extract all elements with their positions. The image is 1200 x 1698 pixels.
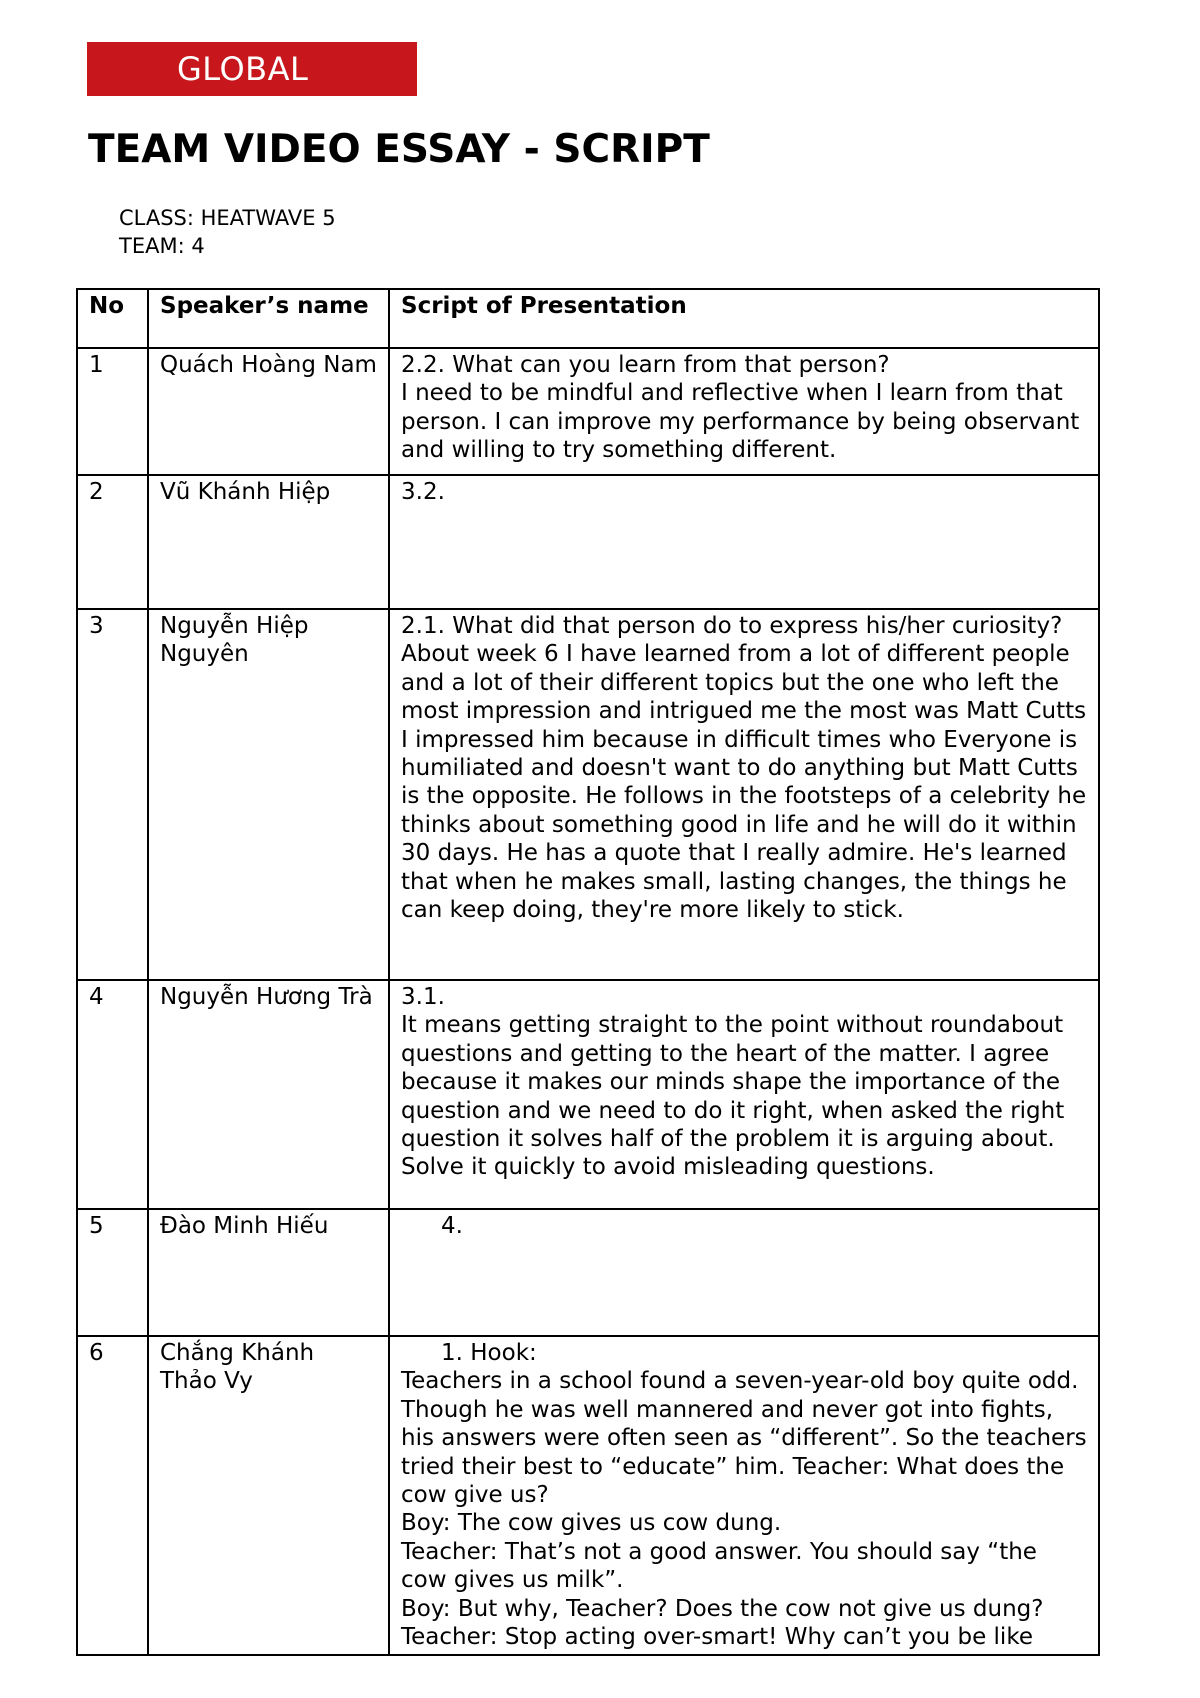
script-paragraph: Teacher: That’s not a good answer. You should say “the cow gives us milk”. [401, 1538, 1037, 1594]
badge-label: GLOBAL [177, 50, 309, 88]
script-cell [389, 980, 1099, 1209]
script-paragraph: 3.1. [401, 984, 445, 1010]
script-cell [389, 475, 1099, 609]
row-number: 3 [77, 609, 148, 980]
script-cell [389, 348, 1099, 475]
script-paragraph: 4. [441, 1213, 463, 1239]
script-table [76, 288, 1100, 1656]
script-paragraph: Boy: The cow gives us cow dung. [401, 1510, 782, 1537]
script-paragraph: Teacher: Stop acting over-smart! Why can’t you be like [401, 1624, 1033, 1651]
team-line: TEAM: 4 [119, 234, 205, 258]
document-meta [119, 204, 336, 260]
speaker-name: Đào Minh Hiếu [148, 1209, 389, 1336]
speaker-name: Nguyễn Hương Trà [148, 980, 389, 1209]
row-number: 1 [77, 348, 148, 475]
row-number: 6 [77, 1336, 148, 1655]
script-cell [389, 1336, 1099, 1655]
header-no: No [77, 289, 148, 348]
script-paragraph: I need to be mindful and reflective when I learn from that person. I can improve my performance by being observant and willing to try something different. [401, 380, 1080, 464]
header-speaker-name: Speaker’s name [148, 289, 389, 348]
row-number: 2 [77, 475, 148, 609]
document-title: TEAM VIDEO ESSAY - SCRIPT [88, 127, 710, 172]
table-row [77, 609, 1099, 980]
table-header-row [77, 289, 1099, 348]
script-cell [389, 1209, 1099, 1336]
table-row [77, 1336, 1099, 1655]
script-paragraph: About week 6 I have learned from a lot of different people and a lot of their different topics but the one who left the most impression and intrigued me the most was Matt Cutts I impressed him because in difficult times who Everyone is humiliated and doesn't want to do anything but Matt Cutts is the opposite. He follows in the footsteps of a celebrity he thinks about something good in life and he will do it within 30 days. He has a quote that I really admire. He's learned that when he makes small, lasting changes, the things he can keep doing, they're more likely to stick. [401, 641, 1087, 924]
script-paragraph: Boy: But why, Teacher? Does the cow not give us dung? [401, 1595, 1044, 1622]
speaker-name: Quách Hoàng Nam [148, 348, 389, 475]
class-line: CLASS: HEATWAVE 5 [119, 206, 336, 230]
table-row [77, 475, 1099, 609]
script-paragraph: Teachers in a school found a seven-year-old boy quite odd. Though he was well mannered and never got into fights, his answers were often seen as “different”. So the teachers tried their best to “educate” him. Teacher: What does the cow give us? [401, 1368, 1087, 1509]
global-badge [87, 42, 417, 96]
script-paragraph: It means getting straight to the point without roundabout questions and getting to the heart of the matter. I agree because it makes our minds shape the importance of the question and we need to do it right, when asked the right question it solves half of the problem it is arguing about. Solve it quickly to avoid misleading questions. [401, 1012, 1065, 1181]
speaker-name: Vũ Khánh Hiệp [148, 475, 389, 609]
row-number: 4 [77, 980, 148, 1209]
script-cell [389, 609, 1099, 980]
row-number: 5 [77, 1209, 148, 1336]
script-paragraph: 2.2. What can you learn from that person? [401, 352, 890, 378]
script-paragraph: 2.1. What did that person do to express his/her curiosity? [401, 613, 1063, 639]
script-paragraph: 3.2. [401, 479, 445, 505]
speaker-name: Nguyễn Hiệp Nguyên [148, 609, 389, 980]
script-paragraph: 1. Hook: [441, 1340, 537, 1366]
speaker-name: Chắng Khánh Thảo Vy [148, 1336, 389, 1655]
table-row [77, 1209, 1099, 1336]
header-script: Script of Presentation [389, 289, 1099, 348]
table-row [77, 348, 1099, 475]
table-row [77, 980, 1099, 1209]
